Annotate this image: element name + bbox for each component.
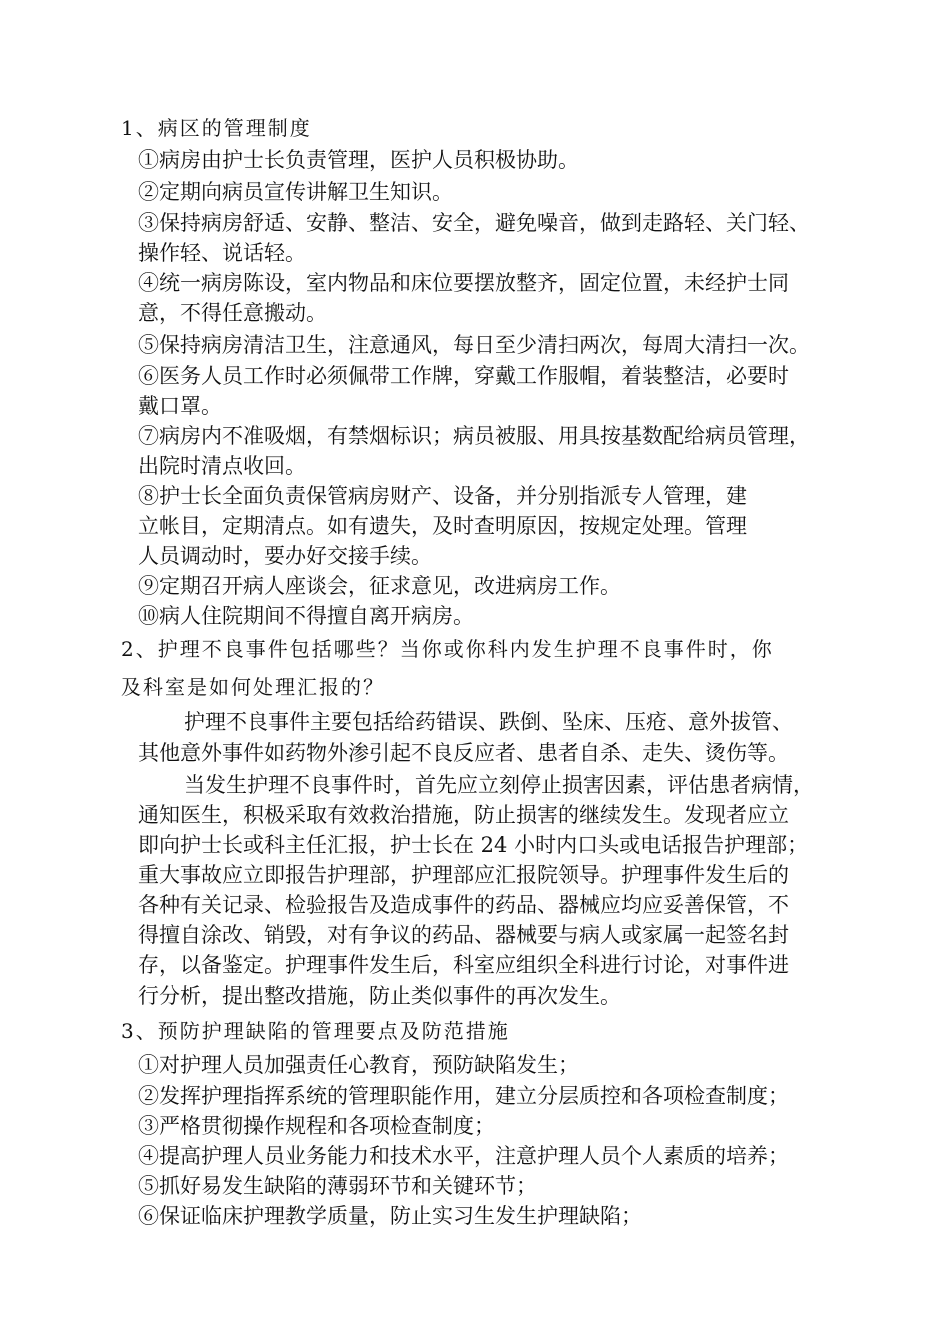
section1-line: ⑦病房内不准吸烟，有禁烟标识；病员被服、用具按基数配给病员管理， [138,424,810,448]
section1-line: 立帐目，定期清点。如有遗失，及时查明原因，按规定处理。管理 [138,514,747,538]
section2-paragraph-line: 行分析，提出整改措施，防止类似事件的再次发生。 [138,984,621,1008]
section1-line: ③保持病房舒适、安静、整洁、安全，避免噪音，做到走路轻、关门轻、 [138,211,810,235]
section2-heading-line: 2、护理不良事件包括哪些？当你或你科内发生护理不良事件时，你 [121,637,774,661]
section2-paragraph-line: 当发生护理不良事件时，首先应立刻停止损害因素，评估患者病情， [184,773,814,797]
section1-line: ②定期向病员宣传讲解卫生知识。 [138,180,453,204]
section3-line: ①对护理人员加强责任心教育，预防缺陷发生； [138,1053,579,1077]
section3-line: ⑥保证临床护理教学质量，防止实习生发生护理缺陷； [138,1204,642,1228]
section2-paragraph-line: 护理不良事件主要包括给药错误、跌倒、坠床、压疮、意外拔管、 [184,710,793,734]
section1-line: 出院时清点收回。 [138,454,306,478]
section1-heading: 1、病区的管理制度 [121,116,312,140]
section1-line: 操作轻、说话轻。 [138,241,306,265]
section2-paragraph-line: 即向护士长或科主任汇报，护士长在 24 小时内口头或电话报告护理部； [138,833,809,857]
section2-heading-line: 及科室是如何处理汇报的？ [121,675,385,699]
section2-paragraph-line: 通知医生，积极采取有效救治措施，防止损害的继续发生。发现者应立 [138,803,789,827]
section3-line: ②发挥护理指挥系统的管理职能作用，建立分层质控和各项检查制度； [138,1084,789,1108]
section1-line: ⑤保持病房清洁卫生，注意通风，每日至少清扫两次，每周大清扫一次。 [138,333,810,357]
section3-line: ④提高护理人员业务能力和技术水平，注意护理人员个人素质的培养； [138,1144,789,1168]
section1-line: ⑥医务人员工作时必须佩带工作牌，穿戴工作服帽，着装整洁，必要时 [138,364,789,388]
section1-line: ④统一病房陈设，室内物品和床位要摆放整齐，固定位置，未经护士同 [138,271,789,295]
section1-line: 戴口罩。 [138,394,222,418]
section2-paragraph-line: 存，以备鉴定。护理事件发生后，科室应组织全科进行讨论，对事件进 [138,953,789,977]
section3-line: ⑤抓好易发生缺陷的薄弱环节和关键环节； [138,1174,537,1198]
section2-paragraph-line: 各种有关记录、检验报告及造成事件的药品、器械应均应妥善保管，不 [138,893,789,917]
section1-line: 人员调动时，要办好交接手续。 [138,544,432,568]
section2-paragraph-line: 得擅自涂改、销毁，对有争议的药品、器械要与病人或家属一起签名封 [138,923,789,947]
section1-line: 意，不得任意搬动。 [138,301,327,325]
section1-line: ⑨定期召开病人座谈会，征求意见，改进病房工作。 [138,574,621,598]
section2-paragraph-line: 其他意外事件如药物外渗引起不良反应者、患者自杀、走失、烫伤等。 [138,741,789,765]
section1-line: ①病房由护士长负责管理，医护人员积极协助。 [138,148,579,172]
section3-line: ③严格贯彻操作规程和各项检查制度； [138,1114,495,1138]
section2-paragraph-line: 重大事故应立即报告护理部，护理部应汇报院领导。护理事件发生后的 [138,863,789,887]
section1-line: ⑩病人住院期间不得擅自离开病房。 [138,604,474,628]
section1-line: ⑧护士长全面负责保管病房财产、设备，并分别指派专人管理，建 [138,484,747,508]
section3-heading: 3、预防护理缺陷的管理要点及防范措施 [121,1019,510,1043]
